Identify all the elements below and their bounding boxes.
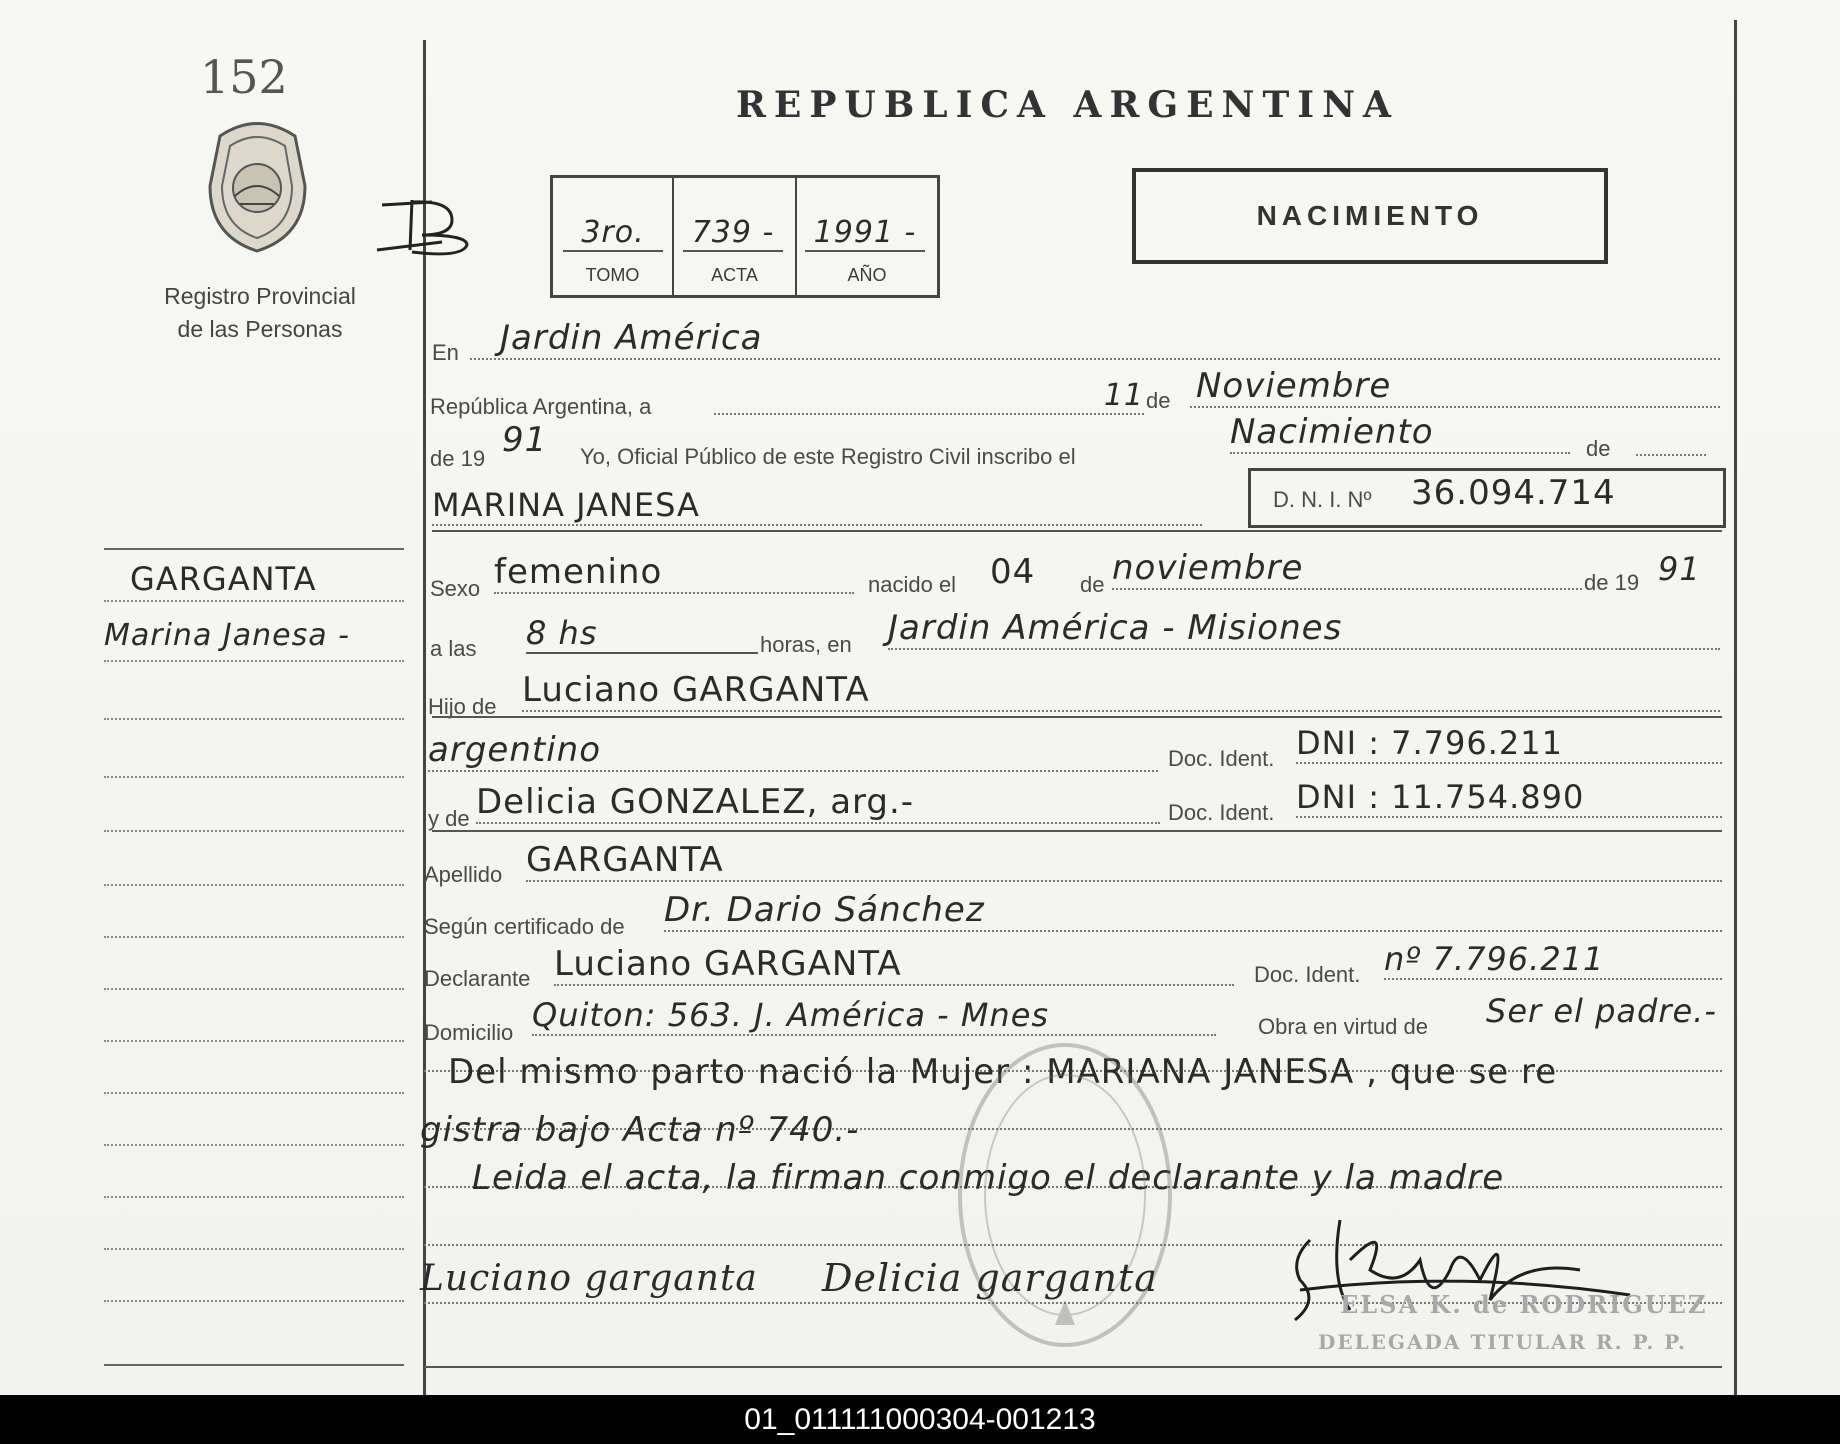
father-value: Luciano GARGANTA [522,670,1720,712]
note-line-3: Leida el acta, la firman conmigo el declarante y la madre [472,1158,1505,1198]
tomo-label: TOMO [585,265,640,285]
de19-label: de 19 [430,446,486,471]
record-type-label: NACIMIENTO [1256,200,1484,231]
record-type-box [1132,168,1608,264]
horas-label: horas, en [760,632,852,657]
note-line-1: Del mismo parto nació la Mujer : MARIANA JANESA , que se re [448,1052,1558,1092]
hora-value: 8 hs [526,614,758,654]
docident-label-2: Doc. Ident. [1168,800,1275,825]
de-label-2: de [1586,436,1611,461]
en-value: Jardin América [470,318,1720,360]
birth-year: 91 [1658,550,1701,588]
birth-day: 04 [990,552,1036,592]
ano-value: 1991 - [805,215,925,252]
dni-box [1248,468,1726,528]
right-border [1734,20,1737,1395]
registry-seal-icon [200,116,315,256]
declarante-label: Declarante [424,966,531,991]
sexo-value: femenino [494,552,854,594]
country-title: REPUBLICA ARGENTINA [736,84,1399,126]
acta-value: 739 - [683,215,783,252]
official-stamp-line-1: ELSA K. de RODRIGUEZ [1340,1290,1708,1319]
apellido-value: GARGANTA [526,840,1722,882]
margin-given-names: Marina Janesa - [104,618,350,653]
de-label-3: de [1080,572,1105,597]
sexo-label: Sexo [430,576,481,601]
day-value: 11 [714,378,1144,415]
official-stamp-line-2: DELEGADA TITULAR R. P. P. [1318,1330,1687,1354]
segun-value: Dr. Dario Sánchez [664,890,1722,932]
margin-surname: GARGANTA [130,560,317,598]
yde-label: y de [428,806,470,831]
yo-text: Yo, Oficial Público de este Registro Civil inscribo el [580,444,1076,469]
year-value: 91 [502,420,548,460]
declarante-doc: nº 7.796.211 [1384,940,1722,980]
hijo-label: Hijo de [428,694,497,719]
segun-label: Según certificado de [424,914,625,939]
de19b-label: de 19 [1584,570,1640,595]
official-seal-icon [950,1030,1180,1360]
docident-label-1: Doc. Ident. [1168,746,1275,771]
month-value: Noviembre [1190,366,1720,408]
domicilio-value: Quiton: 563. J. América - Mnes [532,996,1216,1036]
name-value: MARINA JANESA [432,486,1202,526]
file-id-bar: 01_011111000304-001213 [0,1395,1840,1444]
ano-label: AÑO [847,265,887,285]
page-number: 152 [200,50,288,104]
obra-value: Ser el padre.- [1486,992,1717,1030]
domicilio-label: Domicilio [424,1020,514,1045]
act-value: Nacimiento [1230,412,1570,454]
place-value: Jardin América - Misiones [888,608,1720,650]
registry-name: Registro Provincial de las Personas [164,283,356,342]
acta-label: ACTA [711,265,758,285]
docident-label-3: Doc. Ident. [1254,962,1361,987]
de-label-1: de [1146,388,1171,413]
nacido-label: nacido el [868,572,957,597]
note-line-2: gistra bajo Acta nº 740.- [420,1110,860,1150]
father-doc: DNI : 7.796.211 [1296,724,1722,764]
rep-label: República Argentina, a [430,394,652,419]
signature-1: Luciano garganta [420,1258,758,1299]
dni-label: D. N. I. Nº [1273,487,1372,512]
en-label: En [432,340,459,365]
mother-doc: DNI : 11.754.890 [1296,778,1722,818]
mother-value: Delicia GONZALEZ, arg.- [476,782,1160,824]
reference-box [550,175,940,298]
dni-value: 36.094.714 [1411,473,1616,513]
father-nationality: argentino [428,730,1158,772]
apellido-label: Apellido [424,862,503,887]
obra-label: Obra en virtud de [1258,1014,1428,1039]
signature-2: Delicia garganta [822,1256,1158,1300]
alas-label: a las [430,636,477,661]
tomo-value: 3ro. [563,215,663,252]
birth-month: noviembre [1112,548,1582,590]
initials-mark-icon [372,190,492,260]
declarante-value: Luciano GARGANTA [554,944,1234,986]
